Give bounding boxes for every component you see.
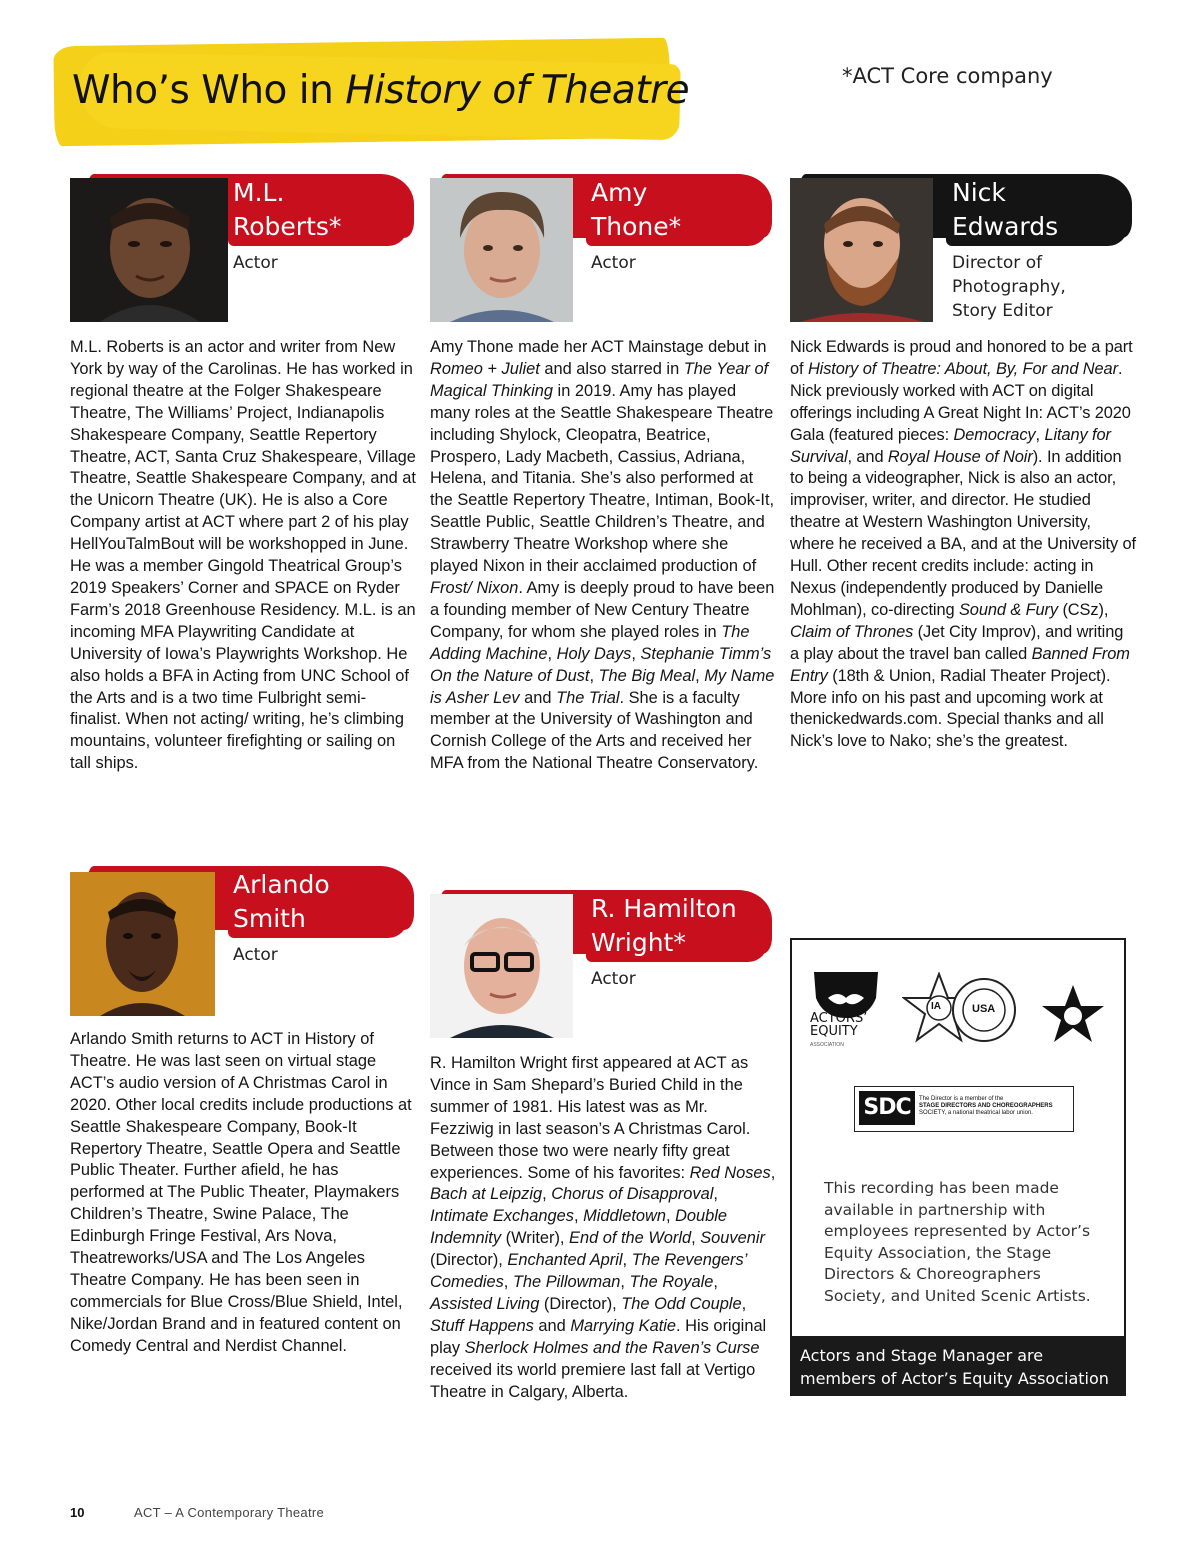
- bio-italic-title: Stuff Happens: [430, 1316, 534, 1335]
- bio-text: (CSz),: [1058, 600, 1109, 619]
- bio-text: (18th & Union, Radial Theater Project). More info on his past and upcoming work at thenickedwards.com. Special thanks and all Nick’s love to Nako; she’s the greatest.: [790, 666, 1111, 751]
- bio-text: . His original play: [430, 1316, 767, 1357]
- bio-italic-title: Middletown: [583, 1207, 666, 1226]
- united-scenic-artists-logo: [950, 976, 1018, 1044]
- sdc-line-3: SOCIETY, a national theatrical labor union.: [919, 1110, 1033, 1116]
- sdc-logo-mark: SDC: [859, 1091, 915, 1125]
- bio-text: and: [533, 1316, 571, 1335]
- sdc-line-2: STAGE DIRECTORS AND CHOREOGRAPHERS: [919, 1103, 1053, 1109]
- bio-italic-title: The Royale: [629, 1273, 714, 1292]
- bio-italic-title: End of the World: [569, 1229, 692, 1248]
- person-bio: [790, 337, 1136, 753]
- bio-text: . She is a faculty member at the University of Washington and Cornish College of the Arts and received her MFA from the National Theatre Conservatory.: [430, 688, 759, 773]
- bio-text: ,: [691, 1229, 701, 1248]
- person-role: Director of Photography, Story Editor: [952, 253, 1066, 321]
- bio-text: (Director),: [539, 1294, 622, 1313]
- bio-italic-title: The Trial: [556, 688, 620, 707]
- page-number: 10: [70, 1505, 85, 1520]
- bio-italic-title: Intimate Exchanges: [430, 1207, 574, 1226]
- person-bio: [70, 337, 416, 775]
- core-company-note: *ACT Core company: [842, 64, 1053, 88]
- person-name: M.L. Roberts*: [233, 178, 342, 241]
- bio-text: ,: [589, 666, 599, 685]
- bio-italic-title: Holy Days: [556, 644, 632, 663]
- bio-text: ,: [741, 1294, 747, 1313]
- bio-text: ,: [713, 1185, 718, 1204]
- bio-italic-title: Assisted Living: [430, 1294, 540, 1313]
- iatse-logo-text: IA: [931, 1001, 941, 1012]
- bio-text: ,: [665, 1207, 676, 1226]
- iatse-black-logo: [1040, 984, 1106, 1044]
- bio-text: ,: [713, 1273, 718, 1292]
- union-footer-note: Actors and Stage Manager are members of Actor’s Equity Association: [790, 1336, 1126, 1396]
- bio-text: (Director),: [430, 1251, 508, 1270]
- bio-italic-title: The Year of Magical Thinking: [430, 359, 769, 400]
- publication-name: ACT – A Contemporary Theatre: [134, 1505, 325, 1520]
- person-role: Actor: [233, 253, 278, 273]
- bio-italic-title: The Odd Couple: [621, 1294, 742, 1313]
- person-bio: [70, 1029, 416, 1358]
- person-name: Arlando Smith: [233, 870, 330, 933]
- person-role: Actor: [233, 945, 278, 965]
- bio-italic-title: Royal House of Noir: [887, 447, 1033, 466]
- bio-text: ,: [622, 1251, 632, 1270]
- bio-italic-title: Claim of Thrones: [790, 622, 914, 641]
- bio-text: received its world premiere last fall at Vertigo Theatre in Calgary, Alberta.: [430, 1360, 756, 1401]
- bio-text: R. Hamilton Wright first appeared at ACT as Vince in Sam Shepard’s Buried Child in the summer of 1981. His latest was as Mr. Fezziwig in last season’s A Christmas Carol. Between those two were nearly fifty great experiences. Some of his favorites:: [430, 1054, 751, 1182]
- bio-text: . Nick previously worked with ACT on digital offerings including A Great Night In: ACT’s 2020 Gala (featured pieces:: [790, 359, 1131, 444]
- bio-text: Arlando Smith returns to ACT in History of Theatre. He was last seen on virtual stage ACT’s audio version of A Christmas Carol in 2020. Other local credits include productions at Seattle Shakespeare Company, Book-It Repertory Theatre, Seattle Opera and Seattle Public Theater. Further afield, he has performed at The Public Theater, Playmakers Children’s Theatre, Swine Palace, The Edinburgh Fringe Festival, Ars Nova, Theatreworks/USA and The Los Angeles Theatre Company. He has been seen in commercials for Blue Cross/Blue Shield, Intel, Nike/Jordan Brand and in featured content on Comedy Central and Nerdist Channel.: [70, 1030, 412, 1355]
- usa-logo-text: USA: [972, 1003, 996, 1015]
- bio-text: ,: [695, 666, 705, 685]
- bio-italic-title: Chorus of Disapproval: [551, 1185, 714, 1204]
- bio-italic-title: The Revengers’ Comedies: [430, 1251, 747, 1292]
- bio-text: ,: [1035, 425, 1045, 444]
- bio-italic-title: The Big Meal: [598, 666, 696, 685]
- headshot-photo: [70, 178, 228, 322]
- bio-italic-title: Romeo + Juliet: [430, 359, 540, 378]
- bio-text: in 2019. Amy has played many roles at the Seattle Shakespeare Theatre including Shylock, Cleopatra, Beatrice, Prospero, Lady Macbeth, Cassius, Adriana, Helena, and Titania. She’s also performed at the Seattle Repertory Theatre, Intiman, Book-It, Seattle Public, Seattle Children’s Theatre, and Strawberry Theatre Workshop where she played Nixon in their acclaimed production of: [430, 381, 775, 576]
- bio-italic-title: Souvenir: [700, 1229, 765, 1248]
- headshot-photo: [430, 894, 573, 1038]
- person-name: Amy Thone*: [591, 178, 682, 241]
- page-title: Who’s Who in History of Theatre: [72, 68, 690, 113]
- bio-italic-title: The Pillowman: [512, 1273, 621, 1292]
- bio-text: M.L. Roberts is an actor and writer from New York by way of the Carolinas. He has worked in regional theatre at the Folger Shakespeare Theatre, The Williams’ Project, Indianapolis Shakespeare Company, Seattle Repertory Theatre, ACT, Santa Cruz Shakespeare, Village Theatre, Seattle Shakespeare Company, and at the Unicorn Theatre (UK). He is also a Core Company artist at ACT where part 2 of his play HellYouTalmBout will be workshopped in June. He was a member Gingold Theatrical Group’s 2019 Speakers’ Corner and SPACE on Ryder Farm’s 2018 Greenhouse Residency. M.L. is an incoming MFA Playwriting Candidate at University of Iowa’s Playwrights Workshop. He also holds a BFA in Acting from UNC School of the Arts and is a two time Fulbright semi-finalist. When not acting/ writing, he’s climbing mountains, volunteer firefighting or sailing on tall ships.: [70, 338, 416, 773]
- bio-text: ,: [547, 644, 557, 663]
- person-bio: [430, 337, 776, 775]
- bio-italic-title: Red Noses: [689, 1163, 771, 1182]
- bio-text: ,: [573, 1207, 584, 1226]
- bio-italic-title: Sound & Fury: [958, 600, 1058, 619]
- bio-text: and also starred in: [539, 359, 684, 378]
- union-statement: This recording has been made available in partnership with employees represented by Actor’s Equity Association, the Stage Directors & Choreographers Society, and United Scenic Artists.: [824, 1179, 1091, 1305]
- person-name: Nick Edwards: [952, 178, 1059, 241]
- bio-italic-title: The Adding Machine: [430, 622, 750, 663]
- sdc-logo-text: [919, 1096, 1053, 1117]
- bio-italic-title: Marrying Katie: [570, 1316, 677, 1335]
- bio-italic-title: Litany for Survival: [790, 425, 1111, 466]
- actors-equity-logo-sub: ASSOCIATION: [810, 1042, 844, 1048]
- bio-italic-title: Sherlock Holmes and the Raven’s Curse: [464, 1338, 760, 1357]
- bio-text: Nick Edwards is proud and honored to be a part of: [790, 338, 1133, 378]
- bio-text: ,: [631, 644, 641, 663]
- headshot-photo: [70, 872, 215, 1016]
- person-role: Actor: [591, 253, 636, 273]
- bio-italic-title: Banned From Entry: [790, 644, 1130, 685]
- headshot-photo: [430, 178, 573, 322]
- bio-text: . Amy is deeply proud to have been a founding member of New Century Theatre Company, for whom she played roles in: [430, 578, 775, 641]
- bio-text: ,: [620, 1273, 630, 1292]
- bio-italic-title: Enchanted April: [507, 1251, 623, 1270]
- person-name: R. Hamilton Wright*: [591, 894, 737, 957]
- bio-italic-title: Double Indemnity: [430, 1207, 728, 1248]
- bio-italic-title: History of Theatre: About, By, For and Near: [807, 359, 1118, 378]
- bio-text: , and: [847, 447, 888, 466]
- actors-equity-logo: [808, 968, 884, 1054]
- bio-text: ,: [503, 1273, 513, 1292]
- bio-text: (Jet City Improv), and writing a play about the travel ban called: [790, 622, 1124, 663]
- bio-italic-title: Bach at Leipzig: [430, 1185, 543, 1204]
- bio-italic-title: Frost/ Nixon: [430, 578, 519, 597]
- headshot-photo: [790, 178, 933, 322]
- person-bio: [430, 1053, 776, 1404]
- bio-text: ). In addition to being a videographer, Nick is also an actor, improviser, writer, and director. He studied theatre at Western Washington University, where he received a BA, and at the University of Hull. Other recent credits include: acting in Nexus (independently produced by Danielle Mohlman), co-directing: [790, 447, 1136, 619]
- bio-text: Amy Thone made her ACT Mainstage debut in: [430, 338, 767, 356]
- person-role: Actor: [591, 969, 636, 989]
- bio-text: ,: [770, 1163, 776, 1182]
- bio-italic-title: Stephanie Timm’s On the Nature of Dust: [430, 644, 772, 685]
- bio-text: and: [519, 688, 557, 707]
- bio-italic-title: My Name is Asher Lev: [430, 666, 775, 707]
- sdc-line-1: The Director is a member of the: [919, 1096, 1004, 1102]
- bio-italic-title: Democracy: [953, 425, 1036, 444]
- sdc-logo: [854, 1086, 1074, 1132]
- bio-text: (Writer),: [501, 1229, 570, 1248]
- bio-text: ,: [542, 1185, 552, 1204]
- actors-equity-logo-text: ACTORS’ EQUITY: [810, 1011, 868, 1039]
